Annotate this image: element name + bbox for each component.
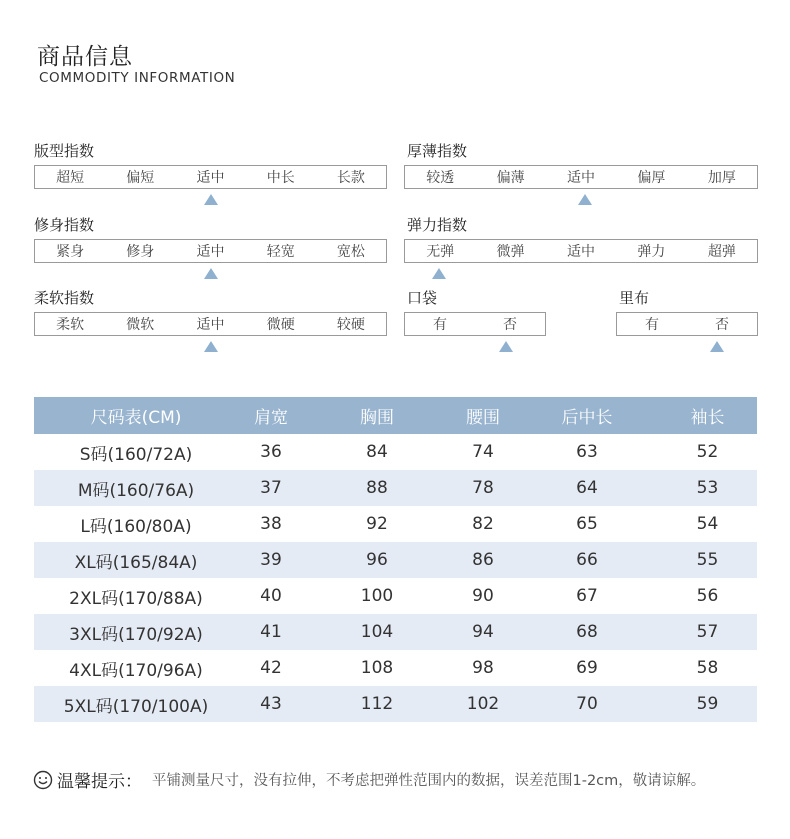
scale-option: 微软 [126, 317, 155, 333]
table-row [34, 542, 757, 578]
table-cell: 108 [360, 658, 394, 678]
table-cell: L码(160/80A) [80, 516, 192, 537]
index-scale [34, 165, 387, 189]
table-cell: 54 [696, 514, 719, 534]
table-row [34, 686, 757, 722]
table-cell: 104 [360, 622, 394, 642]
table-cell: 57 [696, 622, 719, 642]
tip-label: 温馨提示： [57, 772, 142, 792]
table-cell: 38 [260, 514, 282, 534]
scale-option: 紧身 [56, 244, 85, 260]
table-cell: 68 [576, 622, 598, 642]
scale-option: 中长 [266, 170, 295, 186]
scale-option: 否 [503, 317, 517, 333]
index-label: 弹力指数 [407, 216, 468, 234]
table-cell: 39 [260, 550, 282, 570]
triangle-marker-icon [204, 341, 218, 352]
table-cell: 53 [696, 478, 719, 498]
smile-icon [33, 770, 53, 790]
table-cell: 42 [260, 658, 282, 678]
scale-option: 较透 [426, 170, 455, 186]
triangle-marker-icon [204, 194, 218, 205]
table-cell: 37 [260, 478, 282, 498]
table-cell: XL码(165/84A) [74, 552, 198, 573]
tip-text: 平铺测量尺寸，没有拉伸，不考虑把弹性范围内的数据，误差范围1-2cm，敬请谅解。 [152, 773, 706, 789]
triangle-marker-icon [204, 268, 218, 279]
table-cell: 66 [576, 550, 598, 570]
index-scale [34, 312, 387, 336]
table-cell: 67 [576, 586, 598, 606]
table-cell: 84 [366, 442, 388, 462]
index-label: 里布 [619, 289, 650, 307]
table-row [34, 470, 757, 506]
table-cell: 64 [576, 478, 598, 498]
scale-option: 超短 [56, 170, 85, 186]
table-cell: 92 [366, 514, 388, 534]
scale-option: 适中 [196, 244, 225, 260]
table-header [34, 397, 757, 434]
table-cell: 65 [576, 514, 598, 534]
index-label: 修身指数 [34, 216, 95, 234]
index-label: 口袋 [407, 289, 438, 307]
scale-option: 微硬 [266, 317, 295, 333]
table-cell: 5XL码(170/100A) [63, 696, 209, 717]
table-cell: 52 [696, 442, 719, 462]
table-row [34, 434, 757, 470]
triangle-marker-icon [499, 341, 513, 352]
scale-option: 适中 [196, 317, 225, 333]
scale-option: 否 [715, 317, 729, 333]
header-cell: 后中长 [561, 408, 613, 428]
index-label: 厚薄指数 [407, 142, 468, 160]
header-cell: 腰围 [466, 408, 500, 428]
table-cell: S码(160/72A) [79, 444, 193, 465]
table-cell: 112 [360, 694, 394, 714]
table-cell: 3XL码(170/92A) [69, 624, 203, 645]
header-cell: 胸围 [360, 408, 394, 428]
scale-option: 有 [645, 317, 659, 333]
scale-option: 加厚 [707, 170, 736, 186]
table-body [34, 434, 757, 722]
page-subtitle: COMMODITY INFORMATION [39, 70, 236, 86]
triangle-marker-icon [710, 341, 724, 352]
table-cell: 58 [696, 658, 719, 678]
triangle-marker-icon [432, 268, 446, 279]
table-cell: 55 [696, 550, 719, 570]
scale-option: 适中 [567, 170, 596, 186]
table-row [34, 650, 757, 686]
scale-option: 偏薄 [496, 170, 525, 186]
table-cell: 100 [360, 586, 394, 606]
scale-option: 较硬 [336, 317, 365, 333]
index-scale [34, 239, 387, 263]
table-cell: 98 [472, 658, 494, 678]
table-cell: 43 [260, 694, 282, 714]
table-cell: 82 [472, 514, 494, 534]
table-cell: 78 [472, 478, 494, 498]
index-scale [404, 239, 758, 263]
index-label: 版型指数 [34, 142, 95, 160]
table-cell: 88 [366, 478, 388, 498]
scale-option: 无弹 [426, 244, 455, 260]
index-scale [404, 165, 758, 189]
header-cell: 袖长 [690, 408, 725, 428]
scale-option: 微弹 [496, 244, 525, 260]
table-cell: 40 [260, 586, 282, 606]
table-cell: 94 [472, 622, 494, 642]
scale-option: 长款 [336, 170, 365, 186]
table-cell: 41 [260, 622, 282, 642]
table-cell: 4XL码(170/96A) [69, 660, 203, 681]
table-row [34, 578, 757, 614]
table-cell: M码(160/76A) [77, 480, 195, 501]
index-scale [404, 312, 546, 336]
table-cell: 36 [260, 442, 282, 462]
scale-option: 偏短 [126, 170, 155, 186]
table-cell: 90 [472, 586, 494, 606]
tip [33, 767, 705, 792]
triangle-marker-icon [578, 194, 592, 205]
scale-option: 适中 [196, 170, 225, 186]
table-cell: 96 [366, 550, 388, 570]
scale-option: 偏厚 [637, 170, 666, 186]
table-cell: 56 [696, 586, 719, 606]
scale-option: 柔软 [56, 317, 85, 333]
index-scale [616, 312, 758, 336]
table-cell: 70 [576, 694, 598, 714]
scale-option: 修身 [126, 244, 155, 260]
scale-option: 有 [433, 317, 447, 333]
table-cell: 2XL码(170/88A) [69, 588, 203, 609]
scale-option: 宽松 [336, 244, 365, 260]
header-cell: 尺码表(CM) [90, 408, 182, 428]
scale-option: 弹力 [637, 244, 666, 260]
size-table [34, 397, 757, 722]
table-cell: 86 [472, 550, 494, 570]
header-cell: 肩宽 [254, 408, 288, 428]
scale-option: 适中 [567, 244, 596, 260]
scale-option: 超弹 [707, 244, 736, 260]
scale-option: 轻宽 [266, 244, 295, 260]
table-cell: 59 [696, 694, 719, 714]
table-row [34, 506, 757, 542]
page-title: 商品信息 [37, 44, 133, 70]
table-cell: 63 [576, 442, 598, 462]
table-cell: 74 [472, 442, 494, 462]
table-cell: 102 [466, 694, 500, 714]
table-row [34, 614, 757, 650]
table-cell: 69 [576, 658, 598, 678]
index-label: 柔软指数 [34, 289, 95, 307]
